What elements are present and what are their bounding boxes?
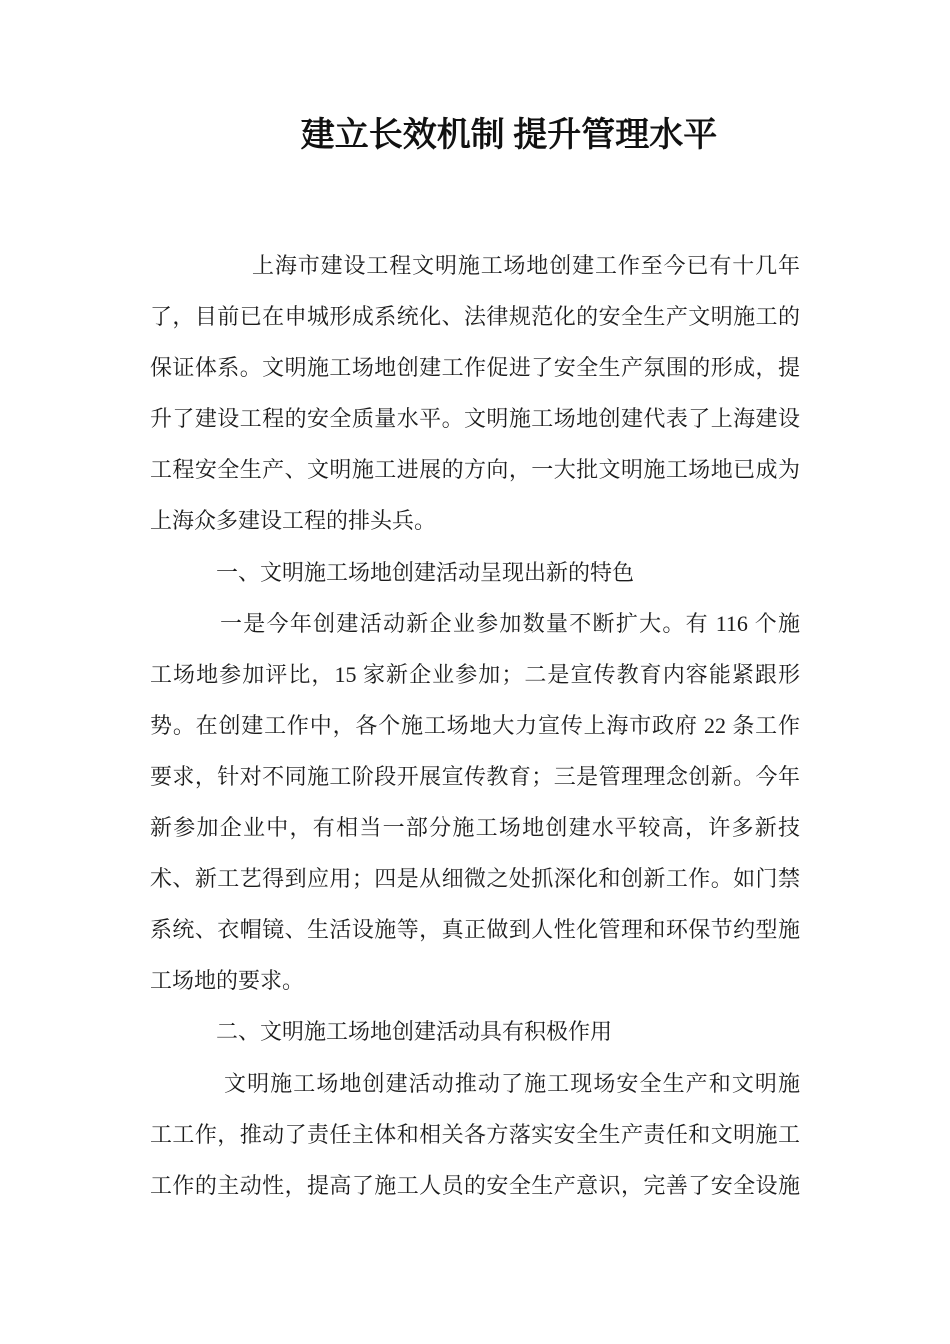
text-line: 术、新工艺得到应用；四是从细微之处抓深化和创新工作。如门禁 bbox=[150, 866, 800, 892]
text-line: 一、文明施工场地创建活动呈现出新的特色 bbox=[216, 559, 635, 585]
section-heading bbox=[150, 547, 800, 598]
text-line: 工工作，推动了责任主体和相关各方落实安全生产责任和文明施工 bbox=[150, 1121, 800, 1147]
text-line: 势。在创建工作中，各个施工场地大力宣传上海市政府 22 条工作 bbox=[150, 712, 800, 738]
text-line: 文明施工场地创建活动推动了施工现场安全生产和文明施 bbox=[224, 1070, 800, 1096]
text-line: 工程安全生产、文明施工进展的方向，一大批文明施工场地已成为 bbox=[150, 457, 800, 483]
text-line: 上海众多建设工程的排头兵。 bbox=[150, 508, 437, 534]
text-line: 了，目前已在申城形成系统化、法律规范化的安全生产文明施工的 bbox=[150, 304, 800, 330]
document-body bbox=[150, 240, 800, 1211]
text-line: 要求，针对不同施工阶段开展宣传教育；三是管理理念创新。今年 bbox=[150, 763, 800, 789]
paragraph bbox=[150, 1058, 800, 1211]
text-line: 二、文明施工场地创建活动具有积极作用 bbox=[216, 1019, 613, 1045]
text-line: 新参加企业中，有相当一部分施工场地创建水平较高，许多新技 bbox=[150, 815, 800, 841]
paragraph bbox=[150, 598, 800, 1007]
text-line: 工作的主动性，提高了施工人员的安全生产意识，完善了安全设施 bbox=[150, 1172, 800, 1198]
text-line: 升了建设工程的安全质量水平。文明施工场地创建代表了上海建设 bbox=[150, 406, 800, 432]
paragraph bbox=[150, 240, 800, 547]
text-line: 上海市建设工程文明施工场地创建工作至今已有十几年 bbox=[252, 253, 800, 278]
section-heading bbox=[150, 1006, 800, 1057]
text-line: 系统、衣帽镜、生活设施等，真正做到人性化管理和环保节约型施 bbox=[150, 917, 800, 943]
text-line: 工场地参加评比，15 家新企业参加；二是宣传教育内容能紧跟形 bbox=[150, 661, 800, 687]
text-line: 工场地的要求。 bbox=[150, 968, 305, 994]
text-line: 一是今年创建活动新企业参加数量不断扩大。有 116 个施 bbox=[220, 610, 800, 636]
text-line: 保证体系。文明施工场地创建工作促进了安全生产氛围的形成，提 bbox=[150, 355, 800, 381]
document-title: 建立长效机制 提升管理水平 bbox=[300, 117, 718, 154]
